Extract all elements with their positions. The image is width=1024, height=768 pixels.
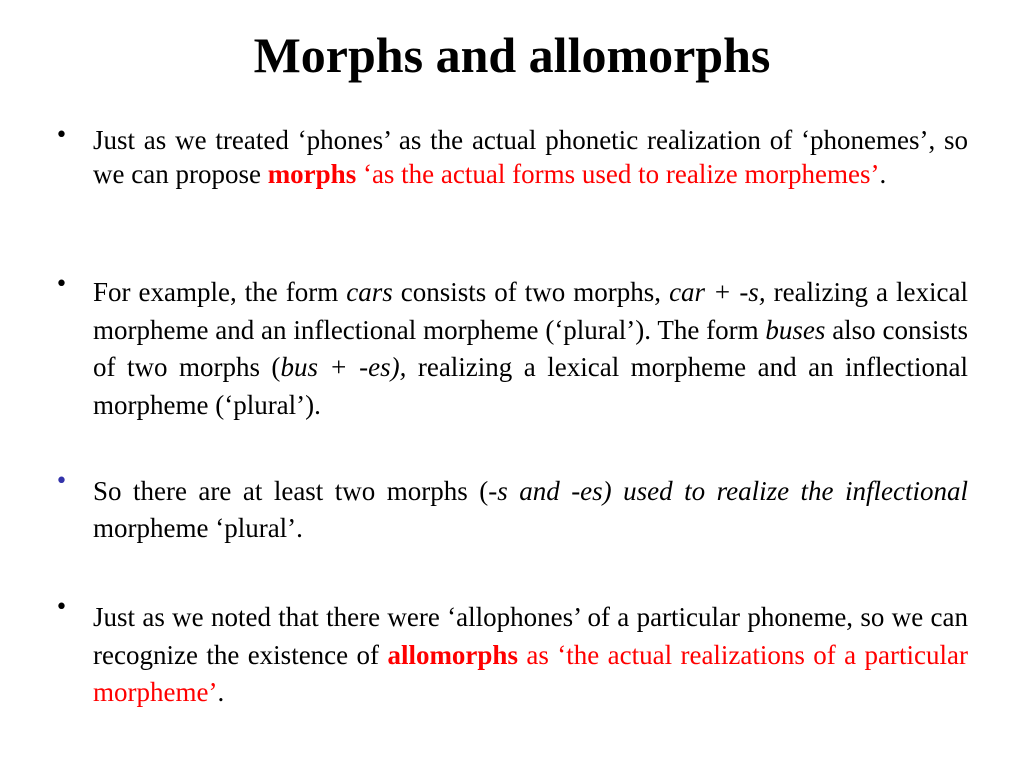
bullet-item-3 xyxy=(50,469,968,547)
bullet-icon: • xyxy=(55,272,68,297)
text-segment: realizing a lexical morpheme and an inflectional morpheme (‘plural’). xyxy=(93,352,968,420)
bullet-text-1 xyxy=(93,123,968,191)
text-segment: realizing a lexical morpheme and an inflectional morpheme (‘plural’). The form xyxy=(93,277,969,345)
example-bus-es: bus + -es), xyxy=(280,352,407,382)
text-segment: . xyxy=(217,677,225,707)
bullet-item-1 xyxy=(50,123,968,191)
example-cars: cars xyxy=(346,277,393,307)
bullet-icon: • xyxy=(55,123,68,148)
term-allomorphs: allomorphs xyxy=(387,639,518,670)
text-segment: morpheme ‘plural’. xyxy=(93,513,303,543)
bullet-icon: • xyxy=(55,469,68,494)
example-buses: buses xyxy=(765,314,826,345)
bullet-item-2 xyxy=(50,274,968,424)
bullet-text-3 xyxy=(93,473,968,547)
text-segment: . xyxy=(879,159,887,189)
example-car-s: car + -s, xyxy=(669,277,766,307)
term-morphs: morphs xyxy=(267,159,357,189)
text-segment: Just as we noted that there were ‘allophones’ of a particular phoneme, so we can recognize the existence of xyxy=(93,602,968,670)
text-segment: For example, the form xyxy=(93,277,347,307)
example-s-es: -s and -es) used to realize the inflectional xyxy=(488,476,968,506)
text-segment: consists of two morphs, xyxy=(392,277,670,307)
allomorphs-definition: as ‘the actual realizations of a particular morpheme’ xyxy=(93,639,968,707)
morphs-definition: ‘as the actual forms used to realize morphemes’ xyxy=(356,159,880,189)
slide-title: Morphs and allomorphs xyxy=(253,27,771,83)
bullet-item-4 xyxy=(50,595,968,712)
text-segment: So there are at least two morphs ( xyxy=(93,476,489,506)
text-segment: also consists of two morphs ( xyxy=(93,314,968,382)
bullet-text-2 xyxy=(93,274,968,424)
bullet-icon: • xyxy=(55,595,68,620)
bullet-text-4 xyxy=(93,599,968,712)
text-segment: Just as we treated ‘phones’ as the actual phonetic realization of ‘phonemes’, so we can propose xyxy=(93,125,968,189)
